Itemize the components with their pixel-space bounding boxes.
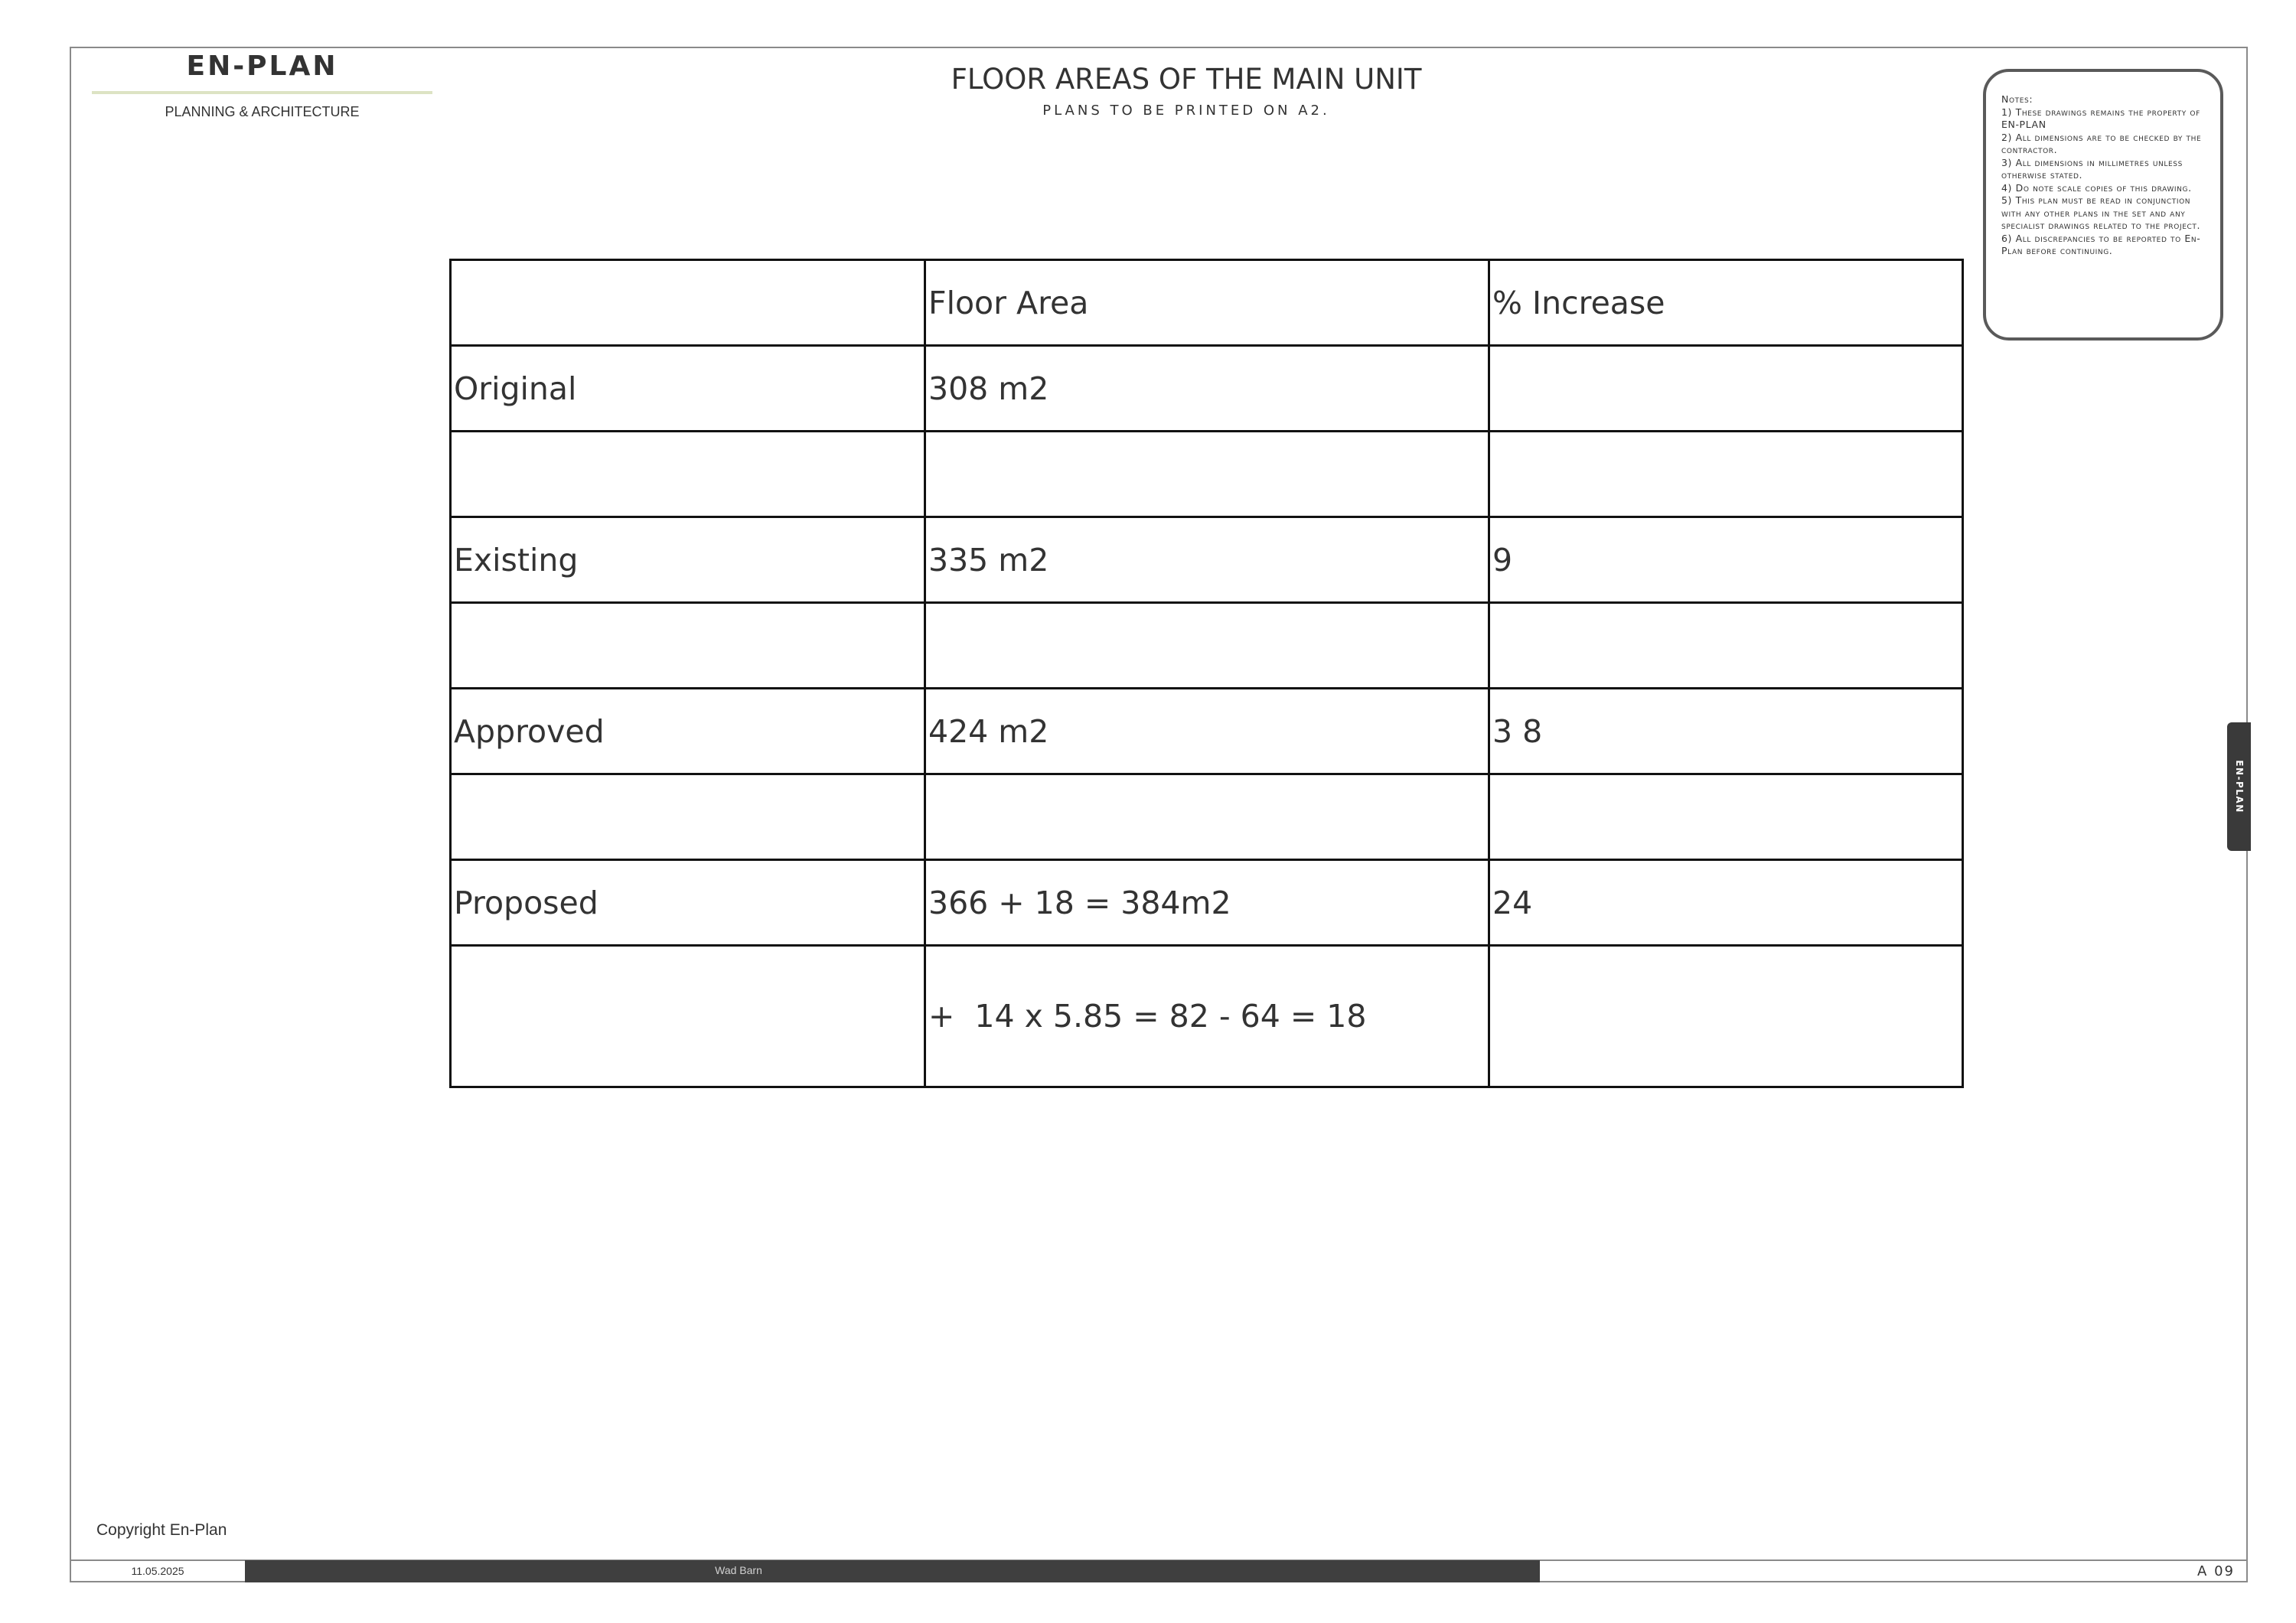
- note-item: 1) These drawings remains the property of EN-PLAN: [2001, 106, 2200, 130]
- table-cell: 9: [1489, 517, 1963, 603]
- table-row: [451, 603, 1963, 689]
- table-cell: 24: [1489, 860, 1963, 946]
- table-cell: [451, 432, 925, 517]
- note-item: 6) All discrepancies to be reported to En-Plan before continuing.: [2001, 232, 2201, 256]
- table-row: [451, 860, 1963, 946]
- table-cell: [1489, 774, 1963, 860]
- table-row: [451, 517, 1963, 603]
- table-cell: 3 8: [1489, 689, 1963, 774]
- table-cell: [451, 603, 925, 689]
- table-cell: [1489, 346, 1963, 432]
- table-row: [451, 432, 1963, 517]
- notes-heading: Notes:: [2001, 93, 2033, 105]
- table-row: [451, 689, 1963, 774]
- table-cell: [1489, 432, 1963, 517]
- table-cell: 335 m2: [925, 517, 1489, 603]
- footer-date: 11.05.2025: [131, 1565, 184, 1577]
- footer-project-name: Wad Barn: [715, 1564, 762, 1576]
- table-cell: 308 m2: [925, 346, 1489, 432]
- footer-sheet-number: A 09: [2197, 1563, 2235, 1579]
- table-cell: 366 + 18 = 384m2: [925, 860, 1489, 946]
- table-cell: [451, 774, 925, 860]
- logo-tagline: PLANNING & ARCHITECTURE: [165, 104, 360, 119]
- copyright-text: Copyright En-Plan: [96, 1521, 227, 1539]
- notes-box: [1983, 69, 2223, 341]
- page-subtitle: PLANS TO BE PRINTED ON A2.: [1042, 103, 1330, 119]
- table-cell: Original: [451, 346, 925, 432]
- table-cell: [1489, 603, 1963, 689]
- table-row: [451, 946, 1963, 1087]
- footer-bar: [245, 1560, 1540, 1582]
- table-row: [451, 346, 1963, 432]
- header-cell: [451, 260, 925, 346]
- floor-area-table: [449, 259, 1964, 1088]
- header-cell-percent-increase: % Increase: [1489, 260, 1963, 346]
- table-cell: + 14 x 5.85 = 82 - 64 = 18: [925, 946, 1489, 1087]
- table-cell: [925, 432, 1489, 517]
- logo-name: EN-PLAN: [186, 51, 338, 82]
- table-row: [451, 774, 1963, 860]
- header-cell-floor-area: Floor Area: [925, 260, 1489, 346]
- page-title: FLOOR AREAS OF THE MAIN UNIT: [951, 63, 1422, 96]
- note-item: 2) All dimensions are to be checked by the contractor.: [2001, 131, 2202, 155]
- table-cell: Existing: [451, 517, 925, 603]
- table-cell: [925, 774, 1489, 860]
- table-cell: [925, 603, 1489, 689]
- side-tab-label: EN-PLAN: [2233, 760, 2245, 813]
- table-cell: 424 m2: [925, 689, 1489, 774]
- table-cell: [1489, 946, 1963, 1087]
- logo-rule: [92, 91, 432, 94]
- table-cell: Proposed: [451, 860, 925, 946]
- side-tab: [2227, 722, 2251, 851]
- note-item: 4) Do note scale copies of this drawing.: [2001, 181, 2192, 194]
- note-item: 5) This plan must be read in conjunction with any other plans in the set and any specialist drawings related to the project.: [2001, 194, 2201, 231]
- table-cell: [451, 946, 925, 1087]
- table-header-row: [451, 260, 1963, 346]
- table-cell: Approved: [451, 689, 925, 774]
- note-item: 3) All dimensions in millimetres unless otherwise stated.: [2001, 156, 2183, 181]
